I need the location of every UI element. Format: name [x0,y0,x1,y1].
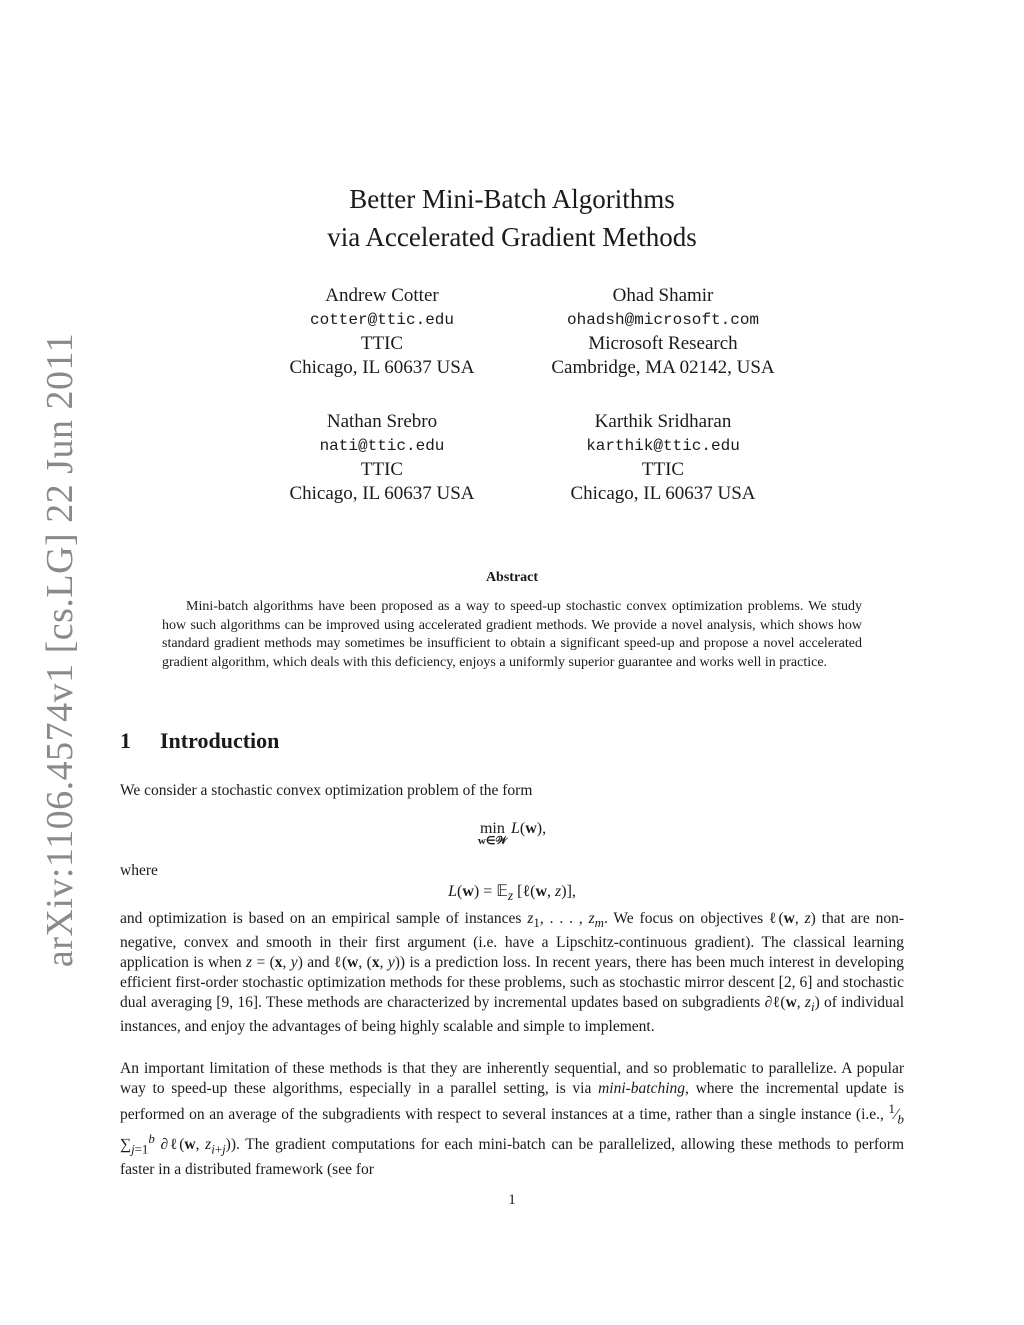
author-affiliation: TTIC [641,459,685,480]
author-affiliation: TTIC [360,333,404,354]
abstract-heading: Abstract [485,570,539,585]
author-email: karthik@ttic.edu [586,437,740,455]
author-email: cotter@ttic.edu [309,311,455,329]
paragraph: and optimization is based on an empirical sample of instances $z_1$, . . . , $z_m$. We focus on objectives ℓ(w, z) that are non-negative, convex and smooth in their first argument (i.e. have a Lipschitz-continuous gradient). The classical learning application is when z = (x, y) and ℓ(w, (x, y)) is a prediction loss. In recent years, there has been much interest in developing efficient first-order stochastic optimization methods for these problems, such as stochastic mirror descent [2, 6] and stochastic dual averaging [9, 16]. These methods are characterized by incremental updates based on subgradients ∂ℓ(w, $z_i$) of individual instances, and enjoy the advantages of being highly scalable and simple to implement. [120,910,905,1036]
author-name: Karthik Sridharan [594,411,732,432]
author-block [518,410,808,506]
author-address: Cambridge, MA 02142, USA [551,357,775,378]
author-email: ohadsh@microsoft.com [566,311,760,329]
author-block [237,284,527,380]
arxiv-identifier-stamp: arXiv:1106.4574v1 [cs.LG] 22 Jun 2011 [39,332,81,968]
author-block [237,410,527,506]
paragraph: An important limitation of these methods is that they are inherently sequential, and so problematic to parallelize. A popular way to speed-up these algorithms, especially in a parallel setting, is via mini-batching, where the incremental update is performed on an average of the subgradients with respect to several instances at a time, rather than a single instance (i.e., $^1⁄_b$ $\sum_{j=1}^b$ ∂ℓ(w, $z_{i+j}$)). The gradient computations for each mini-batch can be parallelized, allowing these methods to perform faster in a distributed framework (see for [120,1060,905,1178]
equation-loss: L(w) = 𝔼$_z$ [ℓ(w, z)], [448,883,576,904]
author-address: Chicago, IL 60637 USA [289,483,475,504]
paper-title [0,180,1024,256]
title-line-2: via Accelerated Gradient Methods [327,222,697,252]
intro-sentence: We consider a stochastic convex optimization problem of the form [120,782,533,799]
abstract-body: Mini-batch algorithms have been proposed as a way to speed-up stochastic convex optimization problems. We study how such algorithms can be improved using accelerated gradient methods. We provide a novel analysis, which shows how standard gradient methods may sometimes be insufficient to obtain a significant speed-up and propose a novel accelerated gradient algorithm, which deals with this deficiency, enjoys a uniformly superior guarantee and works well in practice. [162,599,862,670]
page-number: 1 [508,1192,516,1208]
author-affiliation: Microsoft Research [588,333,738,354]
title-line-1: Better Mini-Batch Algorithms [349,184,675,214]
author-address: Chicago, IL 60637 USA [289,357,475,378]
author-name: Andrew Cotter [325,285,439,306]
section-heading [120,728,279,754]
author-address: Chicago, IL 60637 USA [570,483,756,504]
section-title: Introduction [160,728,280,753]
author-affiliation: TTIC [360,459,404,480]
where-label: where [120,862,158,879]
author-name: Nathan Srebro [326,411,438,432]
equation-min: min w∈𝒲 L(w), [477,820,547,847]
author-email: nati@ttic.edu [319,437,445,455]
author-name: Ohad Shamir [612,285,714,306]
section-number: 1 [120,728,131,753]
author-block [518,284,808,380]
